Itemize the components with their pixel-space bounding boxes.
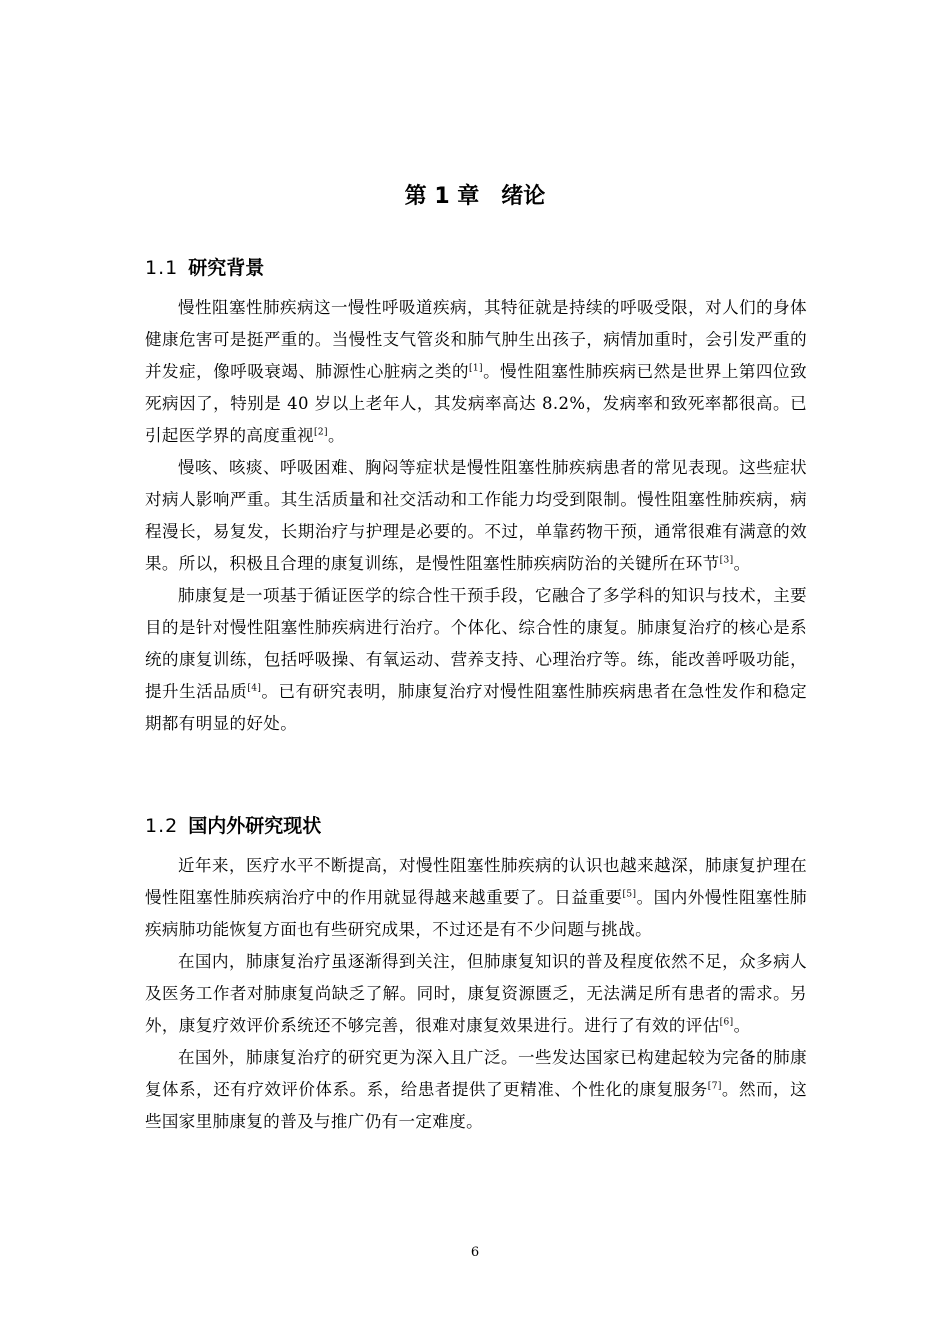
citation-ref: [6]: [719, 1017, 734, 1028]
paragraph: [145, 1042, 807, 1138]
paragraph-text: 。: [327, 426, 345, 445]
citation-ref: [7]: [707, 1081, 722, 1092]
paragraph: [145, 946, 807, 1042]
section-title: 国内外研究现状: [188, 815, 322, 837]
paragraph-text: 。已有研究表明，肺康复治疗对慢性阻塞性肺疾病患者在急性发作和稳定期都有明显的好处。: [145, 682, 807, 733]
section-number: 1.1: [145, 257, 179, 279]
paragraph-text: 慢性阻塞性肺疾病这一慢性呼吸道疾病，其特征就是持续的呼吸受限，对人们的身体健康危害可是挺严重的。当慢性支气管炎和肺气肿生出孩子，病情加重时，会引发严重的并发症，像呼吸衰竭、肺源性心脏病之类的: [145, 298, 807, 381]
paragraph-text: 在国外，肺康复治疗的研究更为深入且广泛。一些发达国家已构建起较为完备的肺康复体系，还有疗效评价体系。系，给患者提供了更精准、个性化的康复服务: [145, 1048, 807, 1099]
paragraph-text: 慢咳、咳痰、呼吸困难、胸闷等症状是慢性阻塞性肺疾病患者的常见表现。这些症状对病人影响严重。其生活质量和社交活动和工作能力均受到限制。慢性阻塞性肺疾病，病程漫长，易复发，长期治疗与护理是必要的。不过，单靠药物干预，通常很难有满意的效果。所以，积极且合理的康复训练，是慢性阻塞性肺疾病防治的关键所在环节: [145, 458, 807, 573]
section-number: 1.2: [145, 815, 179, 837]
citation-ref: [3]: [719, 555, 734, 566]
paragraph-text: 。慢性阻塞性肺疾病已然是世界上第四位致死病因了，特别是 40 岁以上老年人，其发病率高达 8.2%，发病率和致死率都很高。已引起医学界的高度重视: [145, 362, 807, 445]
paragraph: [145, 292, 807, 452]
paragraph-text: 在国内，肺康复治疗虽逐渐得到关注，但肺康复知识的普及程度依然不足，众多病人及医务工作者对肺康复尚缺乏了解。同时，康复资源匮乏，无法满足所有患者的需求。另外，康复疗效评价系统还不够完善，很难对康复效果进行。进行了有效的评估: [145, 952, 807, 1035]
citation-ref: [5]: [622, 889, 637, 900]
paragraph: [145, 850, 807, 946]
paragraph-text: 。国内外慢性阻塞性肺疾病肺功能恢复方面也有些研究成果，不过还是有不少问题与挑战。: [145, 888, 808, 939]
section-title: 研究背景: [188, 257, 265, 279]
paragraph: [145, 580, 807, 740]
citation-ref: [4]: [247, 683, 262, 694]
paragraph-text: 。然而，这些国家里肺康复的普及与推广仍有一定难度。: [145, 1080, 808, 1131]
chapter-title: 第 1 章 绪论: [404, 184, 546, 209]
section-body-1-2: [145, 850, 807, 1138]
section-heading-1-2: [145, 812, 805, 840]
paragraph-text: 近年来，医疗水平不断提高，对慢性阻塞性肺疾病的认识也越来越深，肺康复护理在慢性阻塞性肺疾病治疗中的作用就显得越来越重要了。日益重要: [145, 856, 807, 907]
citation-ref: [1]: [469, 363, 483, 374]
paragraph-text: 肺康复是一项基于循证医学的综合性干预手段，它融合了多学科的知识与技术，主要目的是针对慢性阻塞性肺疾病进行治疗。个体化、综合性的康复。肺康复治疗的核心是系统的康复训练，包括呼吸操、有氧运动、营养支持、心理治疗等。练，能改善呼吸功能，提升生活品质: [145, 586, 807, 701]
paragraph: [145, 452, 807, 580]
paragraph-text: 。: [733, 1016, 751, 1035]
page-number: 6: [470, 1245, 480, 1260]
citation-ref: [2]: [314, 427, 328, 438]
paragraph-text: 。: [733, 554, 751, 573]
section-body-1-1: [145, 292, 807, 740]
section-heading-1-1: [145, 254, 805, 282]
